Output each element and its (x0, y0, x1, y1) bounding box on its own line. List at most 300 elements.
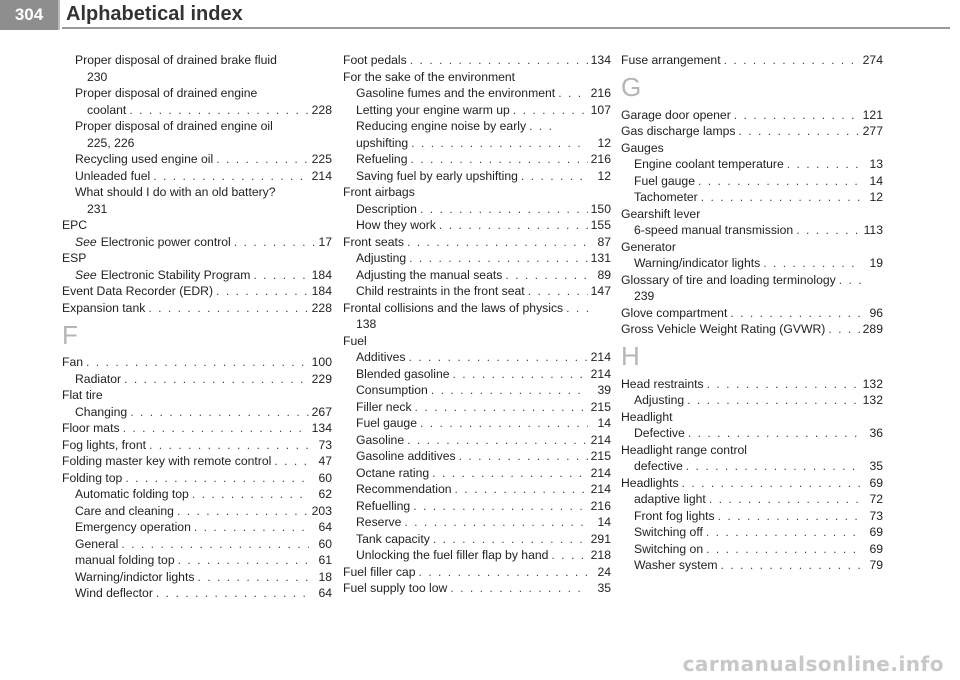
dot-leader (407, 234, 588, 251)
index-entry (343, 382, 611, 399)
index-entry-label: Generator (621, 239, 676, 254)
index-entry (343, 250, 611, 267)
index-entry (621, 288, 883, 305)
dot-leader (149, 437, 309, 454)
index-entry-label: Fuse arrangement (621, 53, 721, 67)
index-entry-page: 18 (318, 569, 332, 584)
index-entry (621, 206, 883, 223)
index-entry (343, 547, 611, 564)
index-entry-page: 216 (590, 86, 611, 100)
dot-leader (408, 349, 587, 366)
index-entry-label: Care and cleaning (75, 503, 174, 518)
index-entry-label: Letting your engine warm up (356, 102, 510, 117)
index-entry-label: Glove compartment (621, 305, 728, 320)
index-entry (62, 470, 332, 487)
index-entry (62, 387, 332, 404)
index-entry-page: 184 (311, 267, 332, 282)
index-entry-page: 121 (862, 107, 883, 122)
index-entry-label: Warning/indictor lights (75, 569, 195, 584)
dot-leader (177, 503, 309, 520)
see-reference-label: See (75, 234, 97, 249)
index-entry (621, 475, 883, 492)
index-entry-label: Folding top (62, 470, 123, 485)
index-entry (343, 366, 611, 383)
index-entry-page: 73 (869, 508, 883, 523)
index-entry (343, 498, 611, 515)
dot-leader (839, 272, 861, 289)
index-entry-page: 107 (590, 102, 611, 117)
index-entry (62, 552, 332, 569)
index-entry-label: Gauges (621, 140, 664, 155)
index-entry-page: 225 (311, 152, 332, 166)
index-entry-label: Flat tire (62, 388, 103, 402)
index-entry (343, 201, 611, 218)
index-entry-label: Refueling (356, 152, 408, 166)
index-entry-label: Electronic power control (100, 234, 231, 249)
index-entry (343, 465, 611, 482)
index-entry-label: Fuel supply too low (343, 581, 448, 595)
index-entry-label: Emergency operation (75, 520, 191, 534)
index-entry-label: Engine coolant temperature (634, 157, 784, 171)
dot-leader (411, 151, 588, 168)
index-entry (62, 118, 332, 135)
dot-leader (686, 458, 860, 475)
dot-leader (148, 300, 308, 317)
index-entry (62, 69, 332, 86)
index-entry-page: 13 (869, 157, 883, 171)
index-entry-label: Switching off (634, 525, 703, 539)
index-entry-page: 229 (311, 371, 332, 386)
index-entry-label: Adjusting (634, 393, 685, 407)
index-entry (621, 557, 883, 574)
index-entry-page: 89 (597, 267, 611, 282)
index-entry-label: Proper disposal of drained engine oil (75, 119, 273, 133)
index-entry (343, 52, 611, 69)
index-entry-page: 87 (597, 234, 611, 249)
index-entry-page: 132 (862, 393, 883, 407)
index-entry (62, 453, 332, 470)
dot-leader (121, 536, 309, 553)
dot-leader (455, 481, 588, 498)
dot-leader (521, 168, 588, 185)
index-entry-label: Electronic Stability Program (100, 267, 251, 282)
index-entry-page: 215 (590, 449, 611, 463)
index-entry (62, 354, 332, 371)
dot-leader (153, 168, 308, 185)
dot-leader (124, 371, 309, 388)
index-entry (343, 69, 611, 86)
dot-leader (432, 465, 587, 482)
index-entry (343, 432, 611, 449)
index-entry (62, 300, 332, 317)
index-entry-label: Foot pedals (343, 53, 407, 67)
index-entry-label: Recommendation (356, 482, 452, 496)
index-entry-label: Fuel filler cap (343, 564, 416, 579)
index-entry (62, 503, 332, 520)
index-entry-page: 203 (311, 503, 332, 518)
index-entry-page: 24 (597, 564, 611, 579)
index-entry-page: 113 (863, 223, 883, 237)
index-entry (343, 333, 611, 350)
index-entry-label: Head restraints (621, 376, 704, 391)
index-entry-label: upshifting (356, 135, 409, 150)
index-entry-label: General (75, 536, 119, 551)
dot-leader (730, 305, 860, 322)
index-entry-label: Tachometer (634, 190, 698, 204)
index-entry-label: Glossary of tire and loading terminology (621, 272, 836, 287)
index-entry-label: Proper disposal of drained engine (75, 86, 258, 100)
index-entry (343, 184, 611, 201)
index-entry (62, 585, 332, 602)
index-entry-page: 17 (318, 234, 332, 249)
index-entry-label: Folding master key with remote control (62, 454, 272, 468)
index-entry-label: 231 (87, 201, 108, 216)
index-entry-label: Fog lights, front (62, 437, 146, 452)
index-entry (343, 514, 611, 531)
index-entry-label: Proper disposal of drained brake fluid (75, 53, 277, 67)
index-entry (62, 519, 332, 536)
dot-leader (734, 107, 860, 124)
index-entry-page: 155 (590, 218, 611, 232)
dot-leader (724, 52, 860, 69)
dot-leader (529, 118, 551, 135)
index-entry (62, 217, 332, 234)
dot-leader (439, 217, 588, 234)
index-entry (621, 508, 883, 525)
index-entry-page: 12 (869, 190, 883, 204)
index-entry (343, 399, 611, 416)
index-entry-label: Tank capacity (356, 531, 430, 546)
dot-leader (415, 399, 588, 416)
index-entry-page: 60 (318, 536, 332, 551)
index-entry (621, 272, 883, 289)
index-entry (62, 486, 332, 503)
index-entry-page: 291 (590, 531, 611, 546)
index-entry (62, 420, 332, 437)
index-entry (621, 458, 883, 475)
dot-leader (411, 135, 588, 152)
index-entry-label: Filler neck (356, 399, 412, 414)
index-entry-label: defective (634, 459, 683, 473)
index-entry-label: Recycling used engine oil (75, 152, 214, 166)
index-entry-label: Child restraints in the front seat (356, 284, 525, 298)
index-entry-page: 214 (311, 168, 332, 183)
section-letter-heading: H (621, 341, 640, 371)
dot-leader (706, 524, 860, 541)
index-entry (62, 184, 332, 201)
dot-leader (409, 250, 588, 267)
section-letter-heading: G (621, 72, 642, 102)
index-entry (621, 321, 883, 338)
index-entry-page: 228 (311, 300, 332, 315)
index-entry-page: 12 (597, 168, 611, 183)
index-column-1 (62, 52, 332, 602)
index-entry-page: 35 (869, 459, 883, 473)
index-entry (62, 102, 332, 119)
dot-leader (828, 321, 859, 338)
index-entry (343, 564, 611, 581)
index-entry-label: Switching on (634, 541, 704, 556)
index-entry-page: 228 (311, 102, 332, 117)
index-entry-label: Front seats (343, 234, 404, 249)
index-entry (343, 234, 611, 251)
index-entry-label: Front airbags (343, 185, 415, 199)
index-entry (343, 267, 611, 284)
dot-leader (738, 123, 859, 140)
index-entry-label: Washer system (634, 558, 718, 572)
index-entry-page: 215 (590, 399, 611, 414)
index-column-3 (621, 52, 883, 574)
index-entry-label: Consumption (356, 383, 428, 397)
index-entry-label: ESP (62, 251, 87, 265)
index-entry-label: Changing (75, 404, 128, 419)
index-entry (621, 156, 883, 173)
dot-leader (687, 392, 860, 409)
index-entry-label: How they work (356, 218, 436, 232)
index-entry-page: 150 (590, 201, 611, 216)
index-entry-label: Expansion tank (62, 300, 146, 315)
index-entry (621, 524, 883, 541)
index-entry-page: 39 (597, 383, 611, 397)
index-entry-page: 36 (869, 426, 883, 440)
index-column-2 (343, 52, 611, 597)
index-entry (343, 316, 611, 333)
index-entry-page: 69 (869, 475, 883, 490)
index-entry-page: 100 (311, 355, 332, 369)
index-entry-page: 214 (590, 350, 611, 364)
dot-leader (682, 475, 860, 492)
index-entry-label: Defective (634, 426, 685, 440)
index-entry-page: 73 (318, 437, 332, 452)
index-entry-page: 14 (597, 416, 611, 430)
index-entry-label: Additives (356, 350, 406, 364)
index-entry (62, 234, 332, 251)
dot-leader (197, 569, 309, 586)
index-entry (343, 102, 611, 119)
header-divider (62, 27, 950, 29)
dot-leader (709, 491, 860, 508)
index-entry (343, 349, 611, 366)
dot-leader (706, 541, 860, 558)
index-entry (343, 531, 611, 548)
index-entry-label: Floor mats (62, 421, 120, 435)
index-entry-page: 61 (318, 553, 332, 567)
index-entry-label: 225, 226 (87, 135, 135, 150)
index-entry (343, 415, 611, 432)
index-entry-label: Unlocking the fuel filler flap by hand (356, 548, 549, 562)
index-entry-page: 214 (590, 366, 611, 381)
index-entry (343, 118, 611, 135)
dot-leader (253, 267, 308, 284)
dot-leader (407, 432, 588, 449)
index-entry (343, 448, 611, 465)
index-entry-page: 79 (869, 558, 883, 572)
index-entry (343, 135, 611, 152)
dot-leader (433, 531, 588, 548)
index-entry-page: 184 (311, 284, 332, 298)
index-entry (621, 222, 883, 239)
dot-leader (450, 580, 588, 597)
index-entry-label: Octane rating (356, 465, 430, 480)
dot-leader (558, 85, 587, 102)
index-entry (621, 255, 883, 272)
dot-leader (459, 448, 588, 465)
dot-leader (274, 453, 309, 470)
index-entry-label: Description (356, 201, 417, 216)
dot-leader (505, 267, 588, 284)
index-entry-label: Refuelling (356, 498, 411, 513)
index-entry (621, 541, 883, 558)
index-entry-label: Garage door opener (621, 107, 731, 122)
page-number-badge: 304 (0, 0, 60, 30)
index-entry (621, 409, 883, 426)
index-entry (621, 376, 883, 393)
index-entry-label: 6-speed manual transmission (634, 223, 794, 237)
index-entry-label: Gearshift lever (621, 206, 701, 221)
index-entry-page: 131 (590, 251, 611, 265)
index-entry-page: 60 (318, 470, 332, 485)
dot-leader (787, 156, 860, 173)
index-entry-page: 19 (869, 256, 883, 270)
index-entry-page: 64 (318, 520, 332, 534)
index-entry-page: 214 (590, 482, 611, 496)
index-entry (343, 580, 611, 597)
index-entry-label: Headlight range control (621, 442, 748, 457)
dot-leader (551, 547, 587, 564)
index-entry-label: Unleaded fuel (75, 168, 151, 183)
index-entry (621, 442, 883, 459)
index-entry-label: Fan (62, 355, 84, 369)
index-entry-page: 214 (590, 432, 611, 447)
index-entry-label: Gasoline (356, 432, 405, 447)
dot-leader (453, 366, 588, 383)
index-entry-label: Front fog lights (634, 508, 715, 523)
dot-leader (763, 255, 860, 272)
index-entry-label: 239 (634, 289, 655, 303)
page-title: Alphabetical index (66, 3, 243, 25)
dot-leader (234, 234, 316, 251)
dot-leader (688, 425, 860, 442)
index-entry-page: 134 (311, 421, 332, 435)
index-entry-page: 69 (869, 525, 883, 539)
index-entry-page: 72 (869, 492, 883, 506)
index-entry-label: adaptive light (634, 492, 706, 506)
index-entry-label: What should I do with an old battery? (75, 185, 276, 199)
index-entry-label: Gasoline additives (356, 449, 456, 463)
index-entry-page: 132 (862, 376, 883, 391)
index-entry (62, 201, 332, 218)
dot-leader (431, 382, 588, 399)
index-entry-label: Automatic folding top (75, 487, 189, 501)
index-entry-page: 216 (590, 152, 611, 166)
index-entry-label: 138 (356, 317, 377, 331)
index-entry-page: 218 (590, 548, 611, 562)
see-reference-label: See (75, 267, 97, 282)
index-entry-label: Adjusting (356, 251, 407, 265)
index-entry-label: Saving fuel by early upshifting (356, 168, 518, 183)
index-entry (343, 151, 611, 168)
index-entry-page: 35 (597, 581, 611, 595)
index-entry-label: Wind deflector (75, 586, 153, 600)
index-entry-label: Event Data Recorder (EDR) (62, 284, 214, 298)
dot-leader (86, 354, 309, 371)
index-entry-page: 277 (862, 124, 883, 138)
index-entry-page: 96 (869, 305, 883, 320)
index-entry (343, 168, 611, 185)
dot-leader (707, 376, 860, 393)
index-entry-page: 47 (318, 454, 332, 468)
dot-leader (216, 151, 308, 168)
index-entry-label: Fuel gauge (356, 416, 417, 430)
index-entry (62, 151, 332, 168)
index-entry (62, 371, 332, 388)
dot-leader (130, 404, 308, 421)
index-entry (62, 267, 332, 284)
index-entry (343, 217, 611, 234)
index-entry-label: Radiator (75, 371, 122, 386)
index-entry-label: Fuel (343, 333, 367, 348)
dot-leader (413, 498, 587, 515)
index-entry (621, 52, 883, 69)
index-entry (62, 135, 332, 152)
dot-leader (796, 222, 860, 239)
index-entry-label: Gas discharge lamps (621, 124, 736, 138)
index-entry (621, 425, 883, 442)
index-entry-page: 12 (597, 135, 611, 150)
dot-leader (194, 519, 309, 536)
index-entry-label: manual folding top (75, 553, 175, 567)
dot-leader (410, 52, 588, 69)
index-entry-label: For the sake of the environment (343, 69, 516, 84)
dot-leader (404, 514, 588, 531)
index-entry-label: Gross Vehicle Weight Rating (GVWR) (621, 322, 826, 336)
index-entry (621, 140, 883, 157)
index-entry (62, 283, 332, 300)
index-entry-page: 214 (590, 465, 611, 480)
index-entry-page: 267 (311, 404, 332, 419)
index-entry (62, 85, 332, 102)
dot-leader (125, 470, 309, 487)
dot-leader (123, 420, 309, 437)
dot-leader (178, 552, 309, 569)
index-entry (343, 300, 611, 317)
dot-leader (721, 557, 860, 574)
dot-leader (513, 102, 588, 119)
index-entry-page: 147 (590, 284, 611, 298)
index-entry (62, 437, 332, 454)
index-entry (62, 52, 332, 69)
index-entry (62, 250, 332, 267)
dot-leader (129, 102, 308, 119)
index-entry-label: Fuel gauge (634, 173, 695, 188)
index-entry (343, 283, 611, 300)
index-entry (621, 173, 883, 190)
dot-leader (216, 283, 309, 300)
index-entry-label: Headlights (621, 475, 679, 490)
index-entry-page: 64 (318, 586, 332, 600)
section-letter-heading: F (62, 319, 78, 350)
index-entry-label: Adjusting the manual seats (356, 267, 503, 282)
index-entry-label: Blended gasoline (356, 366, 450, 381)
index-entry-page: 289 (862, 322, 883, 336)
index-entry (621, 392, 883, 409)
dot-leader (420, 415, 588, 432)
index-entry-label: 230 (87, 69, 108, 84)
index-entry-page: 14 (869, 173, 883, 188)
index-entry (62, 536, 332, 553)
index-entry-page: 62 (318, 487, 332, 501)
dot-leader (418, 564, 588, 581)
